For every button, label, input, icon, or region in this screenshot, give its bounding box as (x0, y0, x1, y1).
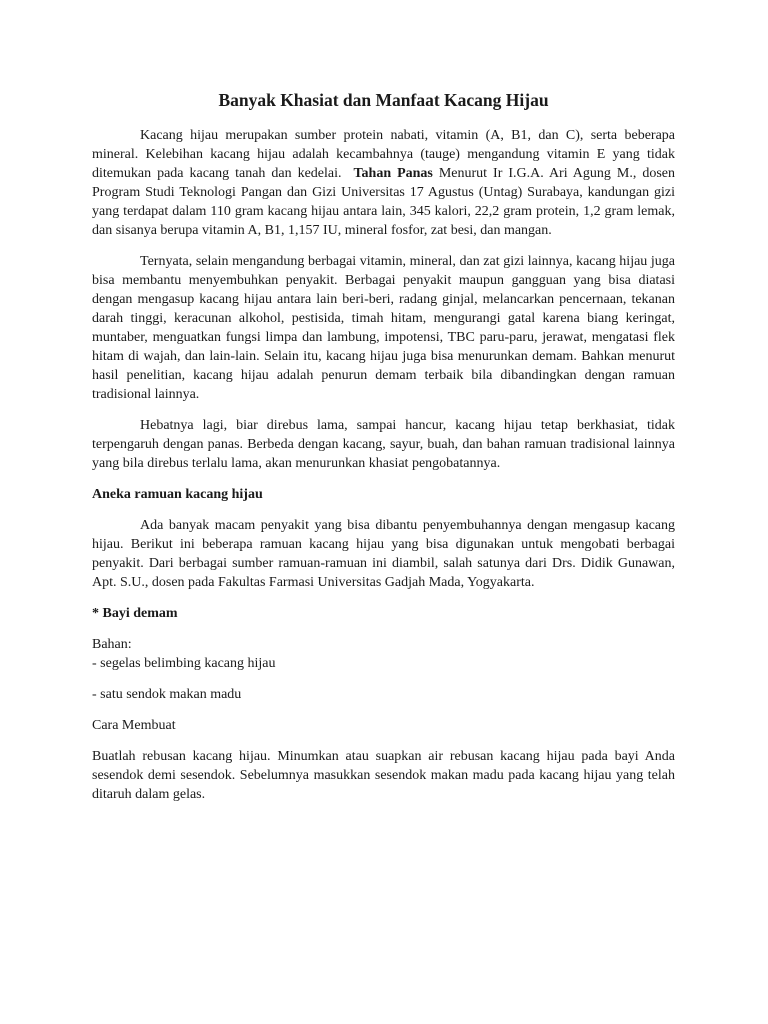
paragraph-ramuan-intro: Ada banyak macam penyakit yang bisa dibantu penyembuhannya dengan mengasup kacang hijau. Berikut ini beberapa ramuan kacang hijau yang bisa digunakan untuk mengobati berbagai penyakit. Dari berbagai sumber ramuan-ramuan ini diambil, salah satunya dari Drs. Didik Gunawan, Apt. S.U., dosen pada Fakultas Farmasi Universitas Gadjah Mada, Yogyakarta. (92, 518, 675, 590)
ingredients-block (92, 635, 675, 673)
method-label: Cara Membuat (92, 718, 176, 733)
ingredients-label: Bahan: (92, 637, 132, 652)
method-text: Buatlah rebusan kacang hijau. Minumkan atau suapkan air rebusan kacang hijau pada bayi Anda sesendok demi sesendok. Sebelumnya masukkan sesendok makan madu pada kacang hijau yang telah ditaruh dalam gelas. (92, 749, 675, 802)
ingredient-item: - segelas belimbing kacang hijau (92, 656, 276, 671)
paragraph-heat-resistance: Hebatnya lagi, biar direbus lama, sampai hancur, kacang hijau tetap berkhasiat, tidak terpengaruh dengan panas. Berbeda dengan kacang, sayur, buah, dan bahan ramuan tradisional lainnya yang bila direbus terlalu lama, akan menurunkan khasiat pengobatannya. (92, 418, 675, 471)
section-heading-bayi-demam: * Bayi demam (92, 606, 178, 621)
subheading-tahan-panas: Tahan Panas (353, 166, 433, 181)
paragraph-intro-text: Kacang hijau merupakan sumber protein nabati, vitamin (A, B1, dan C), serta beberapa mineral. Kelebihan kacang hijau adalah kecambahnya (tauge) mengandung vitamin E yang tidak ditemukan pada kacang tanah dan kedelai. (92, 128, 675, 181)
document-title: Banyak Khasiat dan Manfaat Kacang Hijau (218, 90, 549, 110)
paragraph-intro-text-cont: Menurut Ir I.G.A. Ari Agung M., dosen Program Studi Teknologi Pangan dan Gizi Universitas 17 Agustus (Untag) Surabaya, kandungan gizi yang terdapat dalam 110 gram kacang hijau antara lain, 345 kalori, 22,2 gram protein, 1,2 gram lemak, dan sisanya berupa vitamin A, B1, 1,157 IU, mineral fosfor, zat besi, dan mangan. (92, 166, 675, 238)
paragraph-benefits: Ternyata, selain mengandung berbagai vitamin, mineral, dan zat gizi lainnya, kacang hijau juga bisa membantu menyembuhkan penyakit. Berbagai penyakit maupun gangguan yang bisa diatasi dengan mengasup kacang hijau antara lain beri-beri, radang ginjal, melancarkan pencernaan, tekanan darah tinggi, keracunan alkohol, pestisida, timah hitam, mengurangi gatal karena biang keringat, muntaber, menguatkan fungsi limpa dan lambung, impotensi, TBC paru-paru, jerawat, mengatasi flek hitam di wajah, dan lain-lain. Selain itu, kacang hijau juga bisa menurunkan demam. Bahkan menurut hasil penelitian, kacang hijau adalah penurun demam terbaik bila dibandingkan dengan ramuan tradisional lainnya. (92, 254, 675, 402)
document-page (92, 88, 675, 816)
section-heading-ramuan: Aneka ramuan kacang hijau (92, 487, 263, 502)
paragraph-intro (92, 126, 675, 240)
ingredient-item: - satu sendok makan madu (92, 687, 242, 702)
